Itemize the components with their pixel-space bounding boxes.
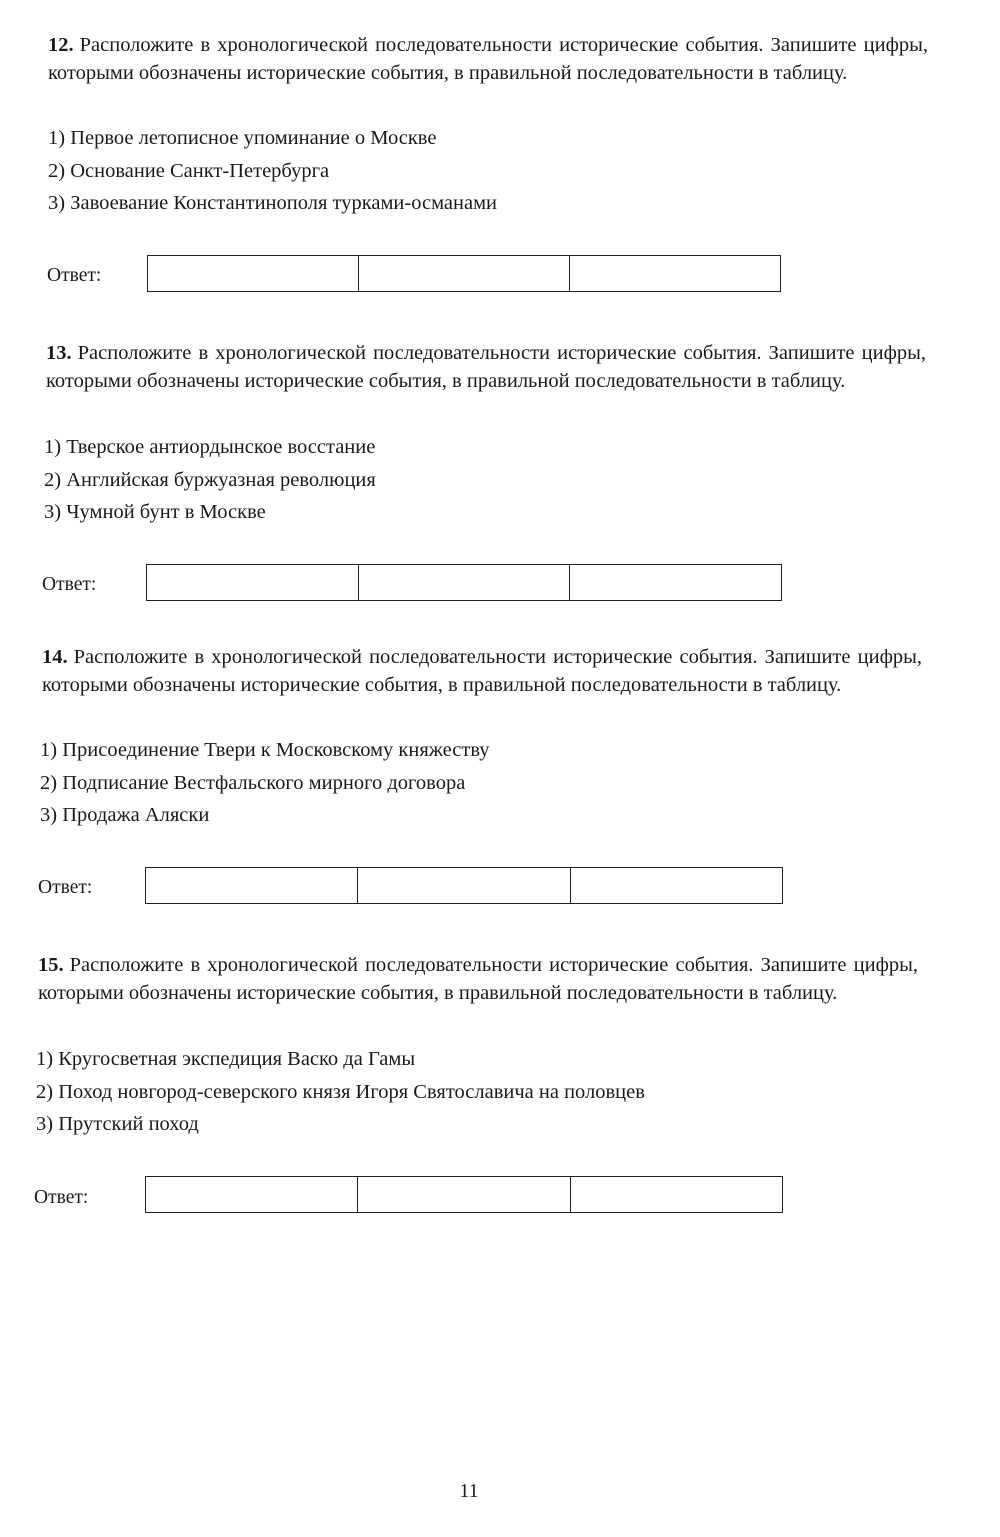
task-14-answer-cell-3[interactable]	[570, 868, 782, 903]
task-14-answer-cell-2[interactable]	[357, 868, 569, 903]
task-13-item-1: 1) Тверское антиордынское восстание	[44, 436, 376, 458]
task-14-item-1: 1) Присоединение Твери к Московскому княжеству	[40, 739, 490, 761]
task-12-item-3: 3) Завоевание Константинополя турками-османами	[48, 192, 498, 214]
task-15-answer-cell-1[interactable]	[146, 1177, 357, 1212]
task-14-item-3: 3) Продажа Аляски	[40, 804, 210, 826]
task-15-answer-label: Ответ:	[34, 1187, 89, 1208]
task-13-number: 13.	[46, 342, 72, 364]
task-15-item-1: 1) Кругосветная экспедиция Васко да Гамы	[36, 1048, 416, 1070]
task-14-number: 14.	[42, 646, 68, 668]
task-13-prompt	[46, 339, 926, 395]
task-13-item-2: 2) Английская буржуазная революция	[44, 468, 376, 491]
task-15-answer-cell-3[interactable]	[570, 1177, 782, 1212]
task-13-item-3: 3) Чумной бунт в Москве	[44, 501, 266, 523]
task-13-items	[44, 431, 376, 529]
task-14-prompt-text: Расположите в хронологической последовательности исторические события. Запишите цифры, которыми обозначены исторические события, в правильной последовательности в таблицу.	[42, 646, 922, 696]
task-12-item-1: 1) Первое летописное упоминание о Москве	[48, 127, 437, 149]
page-number: 11	[459, 1480, 479, 1502]
task-12-items	[48, 122, 497, 220]
task-13-answer-cell-1[interactable]	[147, 565, 358, 600]
task-14-answer-grid	[145, 867, 783, 904]
task-12-answer-cell-2[interactable]	[358, 256, 569, 291]
task-12-number: 12.	[48, 34, 74, 56]
task-14-answer-cell-1[interactable]	[146, 868, 357, 903]
task-15-number: 15.	[38, 954, 64, 976]
task-13-answer-cell-2[interactable]	[358, 565, 570, 600]
task-12-answer-label: Ответ:	[47, 265, 102, 286]
task-15-item-3: 3) Прутский поход	[36, 1113, 199, 1135]
task-12-item-2: 2) Основание Санкт-Петербурга	[48, 159, 330, 182]
task-15-answer-grid	[145, 1176, 783, 1213]
task-15-prompt-text: Расположите в хронологической последовательности исторические события. Запишите цифры, которыми обозначены исторические события, в правильной последовательности в таблицу.	[38, 954, 918, 1004]
task-15-item-2: 2) Поход новгород-северского князя Игоря Святославича на половцев	[36, 1080, 645, 1103]
task-15-answer-cell-2[interactable]	[357, 1177, 569, 1212]
task-14-prompt	[42, 643, 922, 699]
task-14-items	[40, 734, 490, 832]
task-12-prompt-text: Расположите в хронологической последовательности исторические события. Запишите цифры, которыми обозначены исторические события, в правильной последовательности в таблицу.	[48, 34, 928, 84]
task-14-answer-label: Ответ:	[38, 877, 93, 898]
task-12-prompt	[48, 31, 928, 87]
task-14-item-2: 2) Подписание Вестфальского мирного договора	[40, 771, 466, 794]
task-12-answer-cell-1[interactable]	[148, 256, 358, 291]
task-13-answer-label: Ответ:	[42, 574, 97, 595]
task-13-answer-grid	[146, 564, 782, 601]
task-13-prompt-text: Расположите в хронологической последовательности исторические события. Запишите цифры, которыми обозначены исторические события, в правильной последовательности в таблицу.	[46, 342, 926, 392]
task-15-items	[36, 1043, 645, 1141]
task-12-answer-cell-3[interactable]	[569, 256, 780, 291]
task-13-answer-cell-3[interactable]	[569, 565, 781, 600]
task-12-answer-grid	[147, 255, 781, 292]
task-15-prompt	[38, 951, 918, 1007]
